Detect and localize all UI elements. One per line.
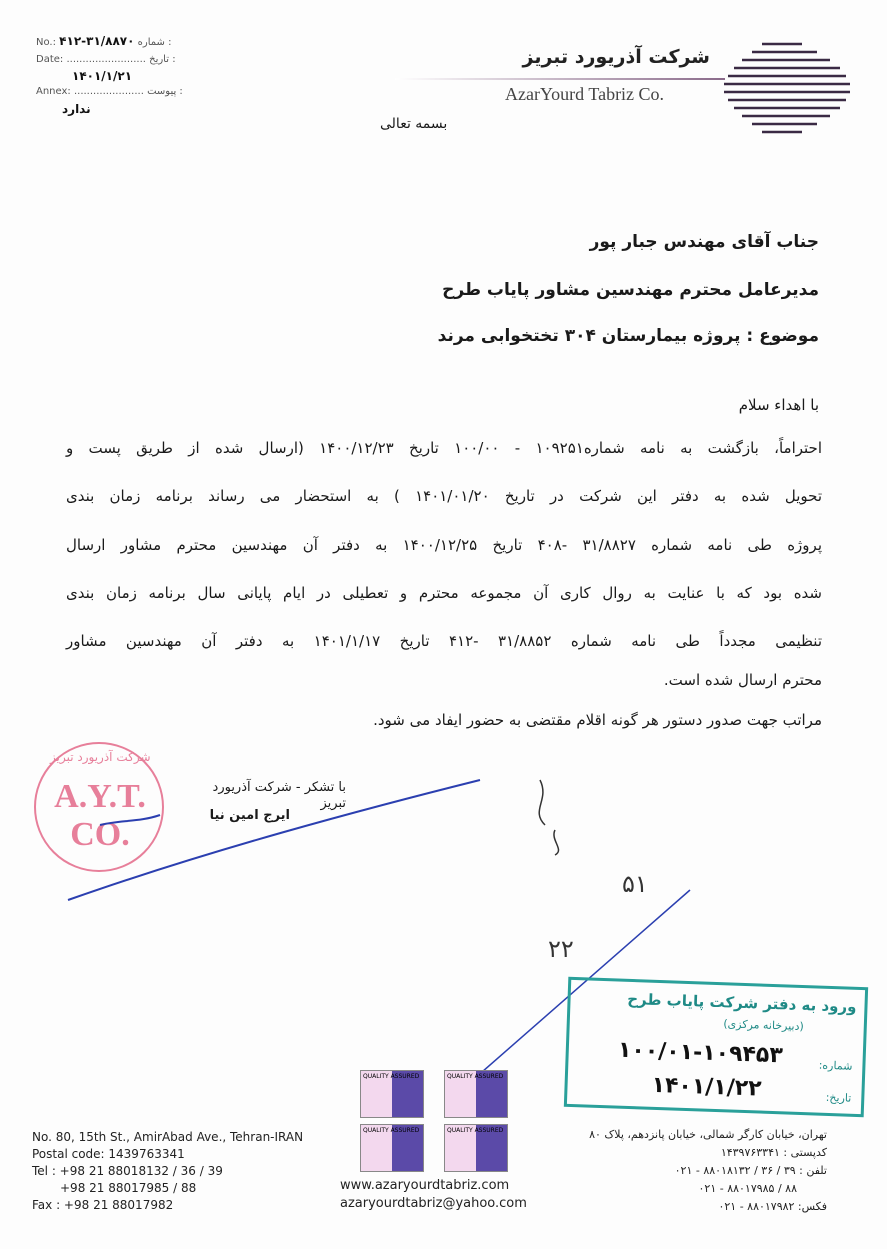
footer-tel: Tel : +98 21 88018132 / 36 / 39 bbox=[32, 1164, 223, 1178]
footer-postal-fa: کدپستی : ۱۴۳۹۷۶۳۳۴۱ bbox=[720, 1146, 827, 1159]
footer-postal: Postal code: 1439763341 bbox=[32, 1147, 185, 1161]
handwritten-note: ۵۱ bbox=[622, 870, 648, 898]
annex-value: ندارد bbox=[62, 102, 91, 116]
greeting: با اهداء سلام bbox=[738, 396, 819, 414]
footer-tel-fa: تلفن : ۳۹ / ۳۶ / ۸۸۰۱۸۱۳۲ - ۰۲۱ bbox=[674, 1164, 827, 1177]
quality-certificate: QUALITY ASSURED bbox=[444, 1070, 508, 1118]
body-line: پروژه طی نامه شماره ۳۱/۸۸۲۷ -۴۰۸ تاریخ ۱۴۰۰/۱۲/۲۵ به دفتر آن مهندسین محترم مشاور ارسال bbox=[66, 536, 822, 554]
recipient-name: جناب آقای مهندس جبار پور bbox=[589, 232, 819, 252]
no-label-fa: شماره : bbox=[137, 37, 172, 48]
body-line: محترم ارسال شده است. bbox=[663, 671, 822, 689]
body-line: شده بود که با عنایت به روال کاری آن مجموعه محترم و تعطیلی در ایام پایانی سال برنامه زمان بندی bbox=[66, 584, 822, 602]
stamp-arc-text: شرکت آذریورد تبریز bbox=[50, 750, 151, 764]
letter-date-label: Date: ......................... تاریخ : bbox=[36, 54, 176, 65]
recipient-title: مدیرعامل محترم مهندسین مشاور پایاب طرح bbox=[442, 280, 819, 300]
header-rule bbox=[395, 78, 725, 80]
date-label: Date: bbox=[36, 54, 64, 65]
handwritten-note: ۲۲ bbox=[548, 935, 574, 963]
footer-fax: Fax : +98 21 88017982 bbox=[32, 1198, 174, 1212]
receipt-number-label: شماره: bbox=[818, 1058, 853, 1073]
receipt-stamp-title: ورود به دفتر شرکت پایاب طرح bbox=[626, 989, 857, 1016]
footer-tel2: +98 21 88017985 / 88 bbox=[60, 1181, 197, 1195]
quality-certificate: QUALITY ASSURED bbox=[444, 1124, 508, 1172]
closing-line: مراتب جهت صدور دستور هر گونه اقلام مقتضی به حضور ایفاد می شود. bbox=[373, 711, 822, 729]
stamp-text: A.Y.T. CO. bbox=[54, 778, 146, 853]
quality-certificate: QUALITY ASSURED bbox=[360, 1070, 424, 1118]
email-link[interactable]: azaryourdtabriz@yahoo.com bbox=[340, 1196, 527, 1211]
company-logo-icon bbox=[722, 40, 852, 136]
subject: موضوع : پروژه بیمارستان ۳۰۴ تختخوابی مرند bbox=[437, 326, 819, 346]
company-name-fa: شرکت آذریورد تبریز bbox=[522, 46, 710, 68]
footer-tel2-fa: ۸۸ / ۸۸۰۱۷۹۸۵ - ۰۲۱ bbox=[698, 1182, 797, 1195]
footer-address-fa: تهران، خیابان کارگر شمالی، خیابان پانزدهم، پلاک ۸۰ bbox=[589, 1128, 827, 1141]
footer-fax-fa: فکس: ۸۸۰۱۷۹۸۲ - ۰۲۱ bbox=[718, 1200, 827, 1213]
body-line: احتراماً، بازگشت به نامه شماره۱۰۹۲۵۱ - ۱۰۰/۰۰ تاریخ ۱۴۰۰/۱۲/۲۳ (ارسال شده از طریق پست و bbox=[66, 439, 822, 457]
website-link[interactable]: www.azaryourdtabriz.com bbox=[340, 1178, 510, 1193]
bismillah: بسمه تعالی bbox=[380, 116, 448, 132]
receipt-number: ۱۰۰/۰۱-۱۰۹۴۵۳ bbox=[617, 1037, 784, 1069]
receipt-stamp bbox=[564, 977, 868, 1117]
signature-name: ایرج امین نیا bbox=[209, 808, 290, 823]
date-value: ۱۴۰۱/۱/۲۱ bbox=[72, 69, 133, 83]
footer-address: No. 80, 15th St., AmirAbad Ave., Tehran-IRAN bbox=[32, 1130, 304, 1144]
receipt-date: ۱۴۰۱/۱/۲۲ bbox=[651, 1072, 762, 1102]
annex-label: Annex: bbox=[36, 86, 71, 97]
body-line: تحویل شده به دفتر این شرکت در تاریخ ۱۴۰۱/۰۱/۲۰ ) به استحضار می رساند برنامه زمان بندی bbox=[66, 487, 823, 505]
receipt-date-label: تاریخ: bbox=[825, 1090, 852, 1105]
date-label-fa: تاریخ : bbox=[149, 54, 176, 65]
quality-certificate: QUALITY ASSURED bbox=[360, 1124, 424, 1172]
no-label: No.: bbox=[36, 37, 56, 48]
no-value: ۴۱۲-۳۱/۸۸۷۰ bbox=[59, 34, 135, 48]
letter-number bbox=[36, 34, 171, 49]
annex-label-fa: پیوست : bbox=[147, 86, 183, 97]
signature-thanks: با تشکر - شرکت آذریورد تبریز bbox=[212, 780, 346, 811]
body-line: تنظیمی مجدداً طی نامه شماره ۳۱/۸۸۵۲ -۴۱۲ تاریخ ۱۴۰۱/۱/۱۷ به دفتر آن مهندسین مشاور bbox=[66, 632, 822, 650]
company-name-en: AzarYourd Tabriz Co. bbox=[505, 84, 665, 104]
receipt-stamp-subtitle: (دبیرخانه مرکزی) bbox=[723, 1017, 804, 1034]
annex: Annex: ...................... پیوست : bbox=[36, 86, 183, 97]
